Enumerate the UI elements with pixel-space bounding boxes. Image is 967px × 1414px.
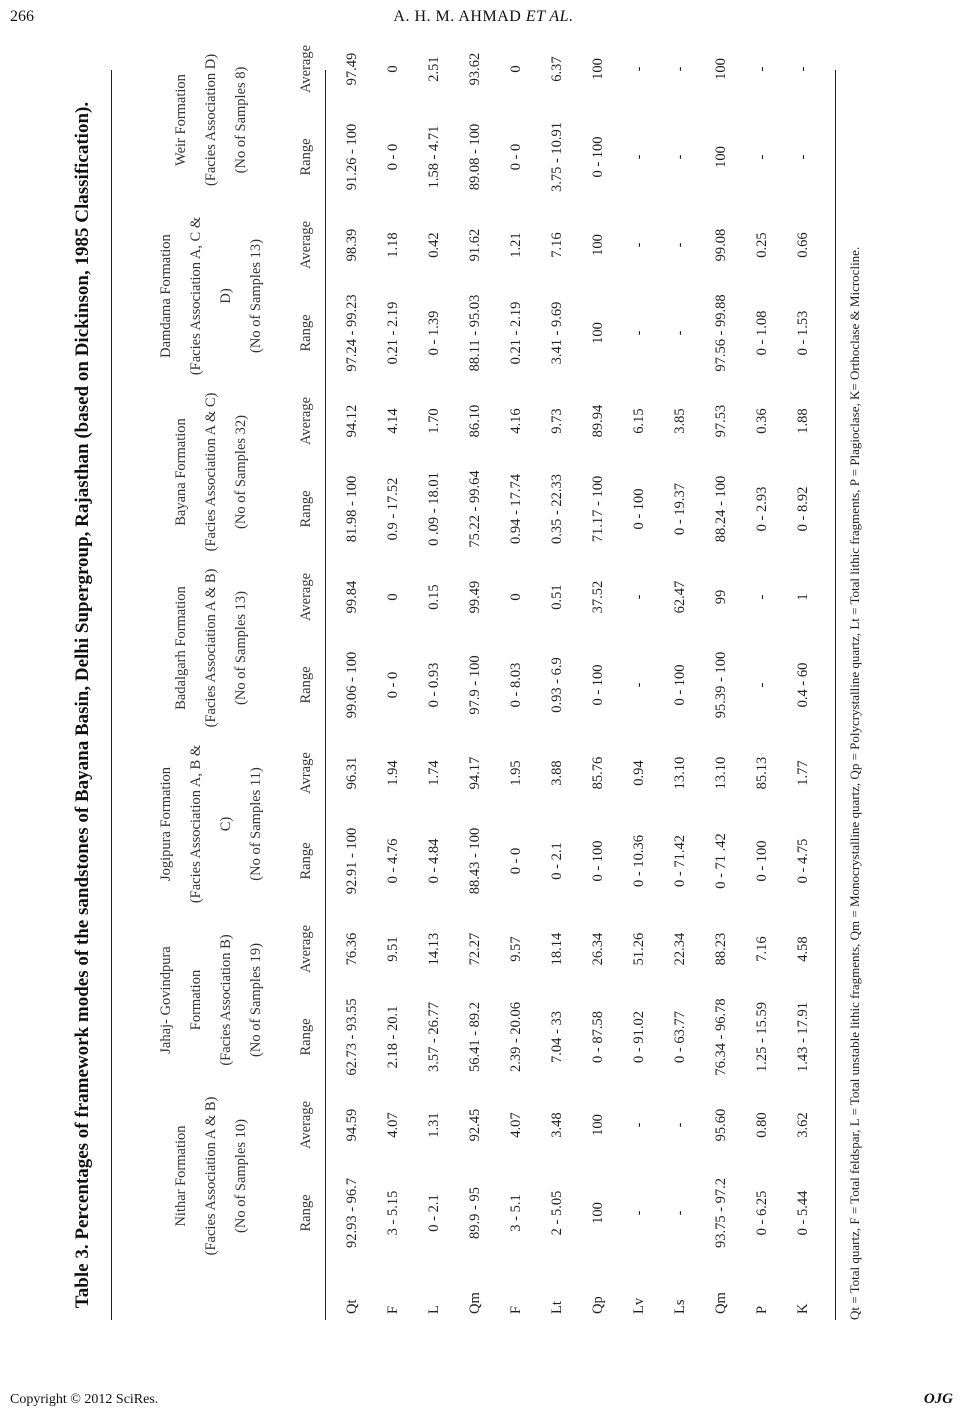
table-cell: 3.57 - 26.77: [426, 1001, 442, 1073]
row-label: F: [508, 1305, 524, 1314]
table-cell: 81.98 - 100: [344, 475, 360, 543]
table-cell: 0 - 2.1: [549, 842, 565, 880]
table-cell: 2.51: [426, 56, 442, 82]
table-row: [415, 56, 454, 1320]
column-subheader: Average: [298, 396, 314, 446]
table-cell: 7.16: [754, 936, 770, 962]
table-cell: 2 - 5.05: [549, 1190, 565, 1236]
table-row: [784, 66, 823, 1320]
table-cell: 76.34 - 96.78: [713, 998, 729, 1076]
table-cell: 99.84: [344, 580, 360, 614]
table-cell: 97.24 - 99.23: [344, 294, 360, 372]
row-label: L: [426, 1305, 442, 1314]
formation-header-line: Bayana Formation: [173, 418, 189, 526]
table-cell: 94.12: [344, 404, 360, 438]
table-cell: 72.27: [467, 932, 483, 966]
formation-header: [151, 202, 283, 390]
top-rule: [111, 70, 112, 1320]
formation-header-line: Formation: [188, 969, 204, 1031]
running-header: [0, 8, 967, 26]
table-cell: 51.26: [631, 932, 647, 966]
table-cell: 0 - 2.93: [754, 486, 770, 532]
table-cell: 26.34: [590, 932, 606, 966]
row-label: Lt: [549, 1301, 565, 1314]
table-row: [579, 58, 618, 1320]
table-cell: -: [754, 154, 770, 160]
table-cell: 0 - 1.39: [426, 310, 442, 356]
table-cell: 2.18 - 20.1: [385, 1005, 401, 1069]
table-cell: 88.43 - 100: [467, 827, 483, 895]
table-cell: -: [631, 1210, 647, 1216]
table-cell: 0 - 0: [508, 143, 524, 171]
table-cell: 100: [590, 58, 606, 80]
column-subheader: Avrage: [298, 752, 314, 794]
table-cell: 100: [713, 58, 729, 80]
table-cell: 100: [590, 322, 606, 344]
formation-header: [166, 1082, 298, 1270]
table-cell: 100: [713, 146, 729, 168]
table-cell: 89.08 - 100: [467, 123, 483, 191]
table-cell: 6.15: [631, 408, 647, 434]
row-label: Qt: [344, 1299, 360, 1314]
table-cell: 0.4 - 60: [795, 662, 811, 708]
table-cell: 76.36: [344, 932, 360, 966]
table-cell: 0 - 100: [590, 136, 606, 178]
table-cell: 13.10: [672, 756, 688, 790]
table-cell: 0 - 10.36: [631, 835, 647, 887]
table-row: [374, 65, 413, 1320]
table-cell: 1.58 - 4.71: [426, 125, 442, 189]
table-cell: 9.57: [508, 936, 524, 962]
table-cell: 3 - 5.15: [385, 1190, 401, 1236]
table-cell: 0: [385, 65, 401, 73]
table-cell: 85.76: [590, 756, 606, 790]
table-cell: -: [672, 1122, 688, 1128]
formation-header-line: Nithar Formation: [173, 1125, 189, 1227]
table-cell: 0 - 0: [385, 143, 401, 171]
table-cell: -: [672, 242, 688, 248]
table-cell: 92.45: [467, 1108, 483, 1142]
column-subheader: Average: [298, 572, 314, 622]
table-cell: 1: [795, 593, 811, 601]
formation-header-line: (Facies Association B): [218, 934, 234, 1066]
table-cell: 0 - 71 .42: [713, 833, 729, 889]
table-cell: 1.94: [385, 760, 401, 786]
formation-header-line: (No of Samples 32): [233, 415, 249, 529]
table-cell: 4.07: [508, 1112, 524, 1138]
table-row: [661, 66, 700, 1320]
table-cell: 93.62: [467, 52, 483, 86]
table-cell: 0.80: [754, 1112, 770, 1138]
table-cell: 0.21 - 2.19: [385, 301, 401, 365]
column-subheader: Range: [298, 314, 314, 352]
table-cell: 0.51: [549, 584, 565, 610]
table-cell: 97.53: [713, 404, 729, 438]
formation-header-line: Badalgarh Formation: [173, 586, 189, 710]
table-cell: 1.77: [795, 760, 811, 786]
formation-header-line: (No of Samples 8): [233, 66, 249, 174]
formation-header-line: Jahaj- Govindpura: [158, 946, 174, 1054]
table-cell: 98.39: [344, 228, 360, 262]
table-cell: 100: [590, 1114, 606, 1136]
row-label: Lv: [631, 1297, 647, 1314]
table-cell: 0.42: [426, 232, 442, 258]
table-cell: 100: [590, 1202, 606, 1224]
table-cell: 97.56 - 99.88: [713, 294, 729, 372]
table-cell: 88.11 - 95.03: [467, 294, 483, 372]
table-cell: -: [631, 594, 647, 600]
table-cell: 0 - 4.76: [385, 838, 401, 884]
table-cell: 0 - 0: [385, 671, 401, 699]
table-cell: 88.23: [713, 932, 729, 966]
rotated-table: [65, 44, 885, 1355]
table-cell: 1.31: [426, 1112, 442, 1138]
table-cell: 0 - 8.92: [795, 486, 811, 532]
page-number: 266: [10, 8, 34, 25]
table-cell: 4.58: [795, 936, 811, 962]
table-cell: -: [631, 682, 647, 688]
table-cell: -: [631, 242, 647, 248]
table-cell: 0 - 100: [672, 664, 688, 706]
table-cell: 1.70: [426, 408, 442, 434]
formation-header-line: (Facies Association A & B): [203, 568, 219, 728]
column-subheader: Average: [298, 220, 314, 270]
formation-header-line: Jogipura Formation: [158, 767, 174, 881]
table-cell: 0 - 87.58: [590, 1011, 606, 1063]
column-subheader: Range: [298, 1018, 314, 1056]
table-footnote: Qt = Total quartz, F = Total feldspar, L = Total unstable lithic fragments, Qm = Monocrystalline quartz, Qp = Polycrystalline quartz, Lt = Total lithic fragments, P = Plagioclase, K= Orthoclase & Microcline.: [847, 246, 862, 1320]
table-cell: 62.73 - 93.55: [344, 998, 360, 1076]
table-cell: 75.22 - 99.64: [467, 470, 483, 548]
table-cell: 3.62: [795, 1112, 811, 1138]
table-cell: 99.06 - 100: [344, 651, 360, 719]
table-cell: 4.07: [385, 1112, 401, 1138]
table-cell: -: [672, 330, 688, 336]
table-cell: 7.04 - 33: [549, 1011, 565, 1063]
table-cell: 0 - 4.84: [426, 838, 442, 884]
table-cell: 0 - 100: [631, 488, 647, 530]
table-cell: 0.66: [795, 232, 811, 258]
table-cell: 0 - 1.08: [754, 310, 770, 356]
table-cell: -: [672, 66, 688, 72]
running-header-etal: ET AL.: [525, 8, 574, 25]
table-cell: 0 - 71.42: [672, 835, 688, 887]
row-label: Qm: [713, 1292, 729, 1314]
table-cell: 1.25 - 15.59: [754, 1001, 770, 1073]
table-cell: 0 - 6.25: [754, 1190, 770, 1236]
table-cell: 14.13: [426, 932, 442, 966]
table-row: [497, 65, 536, 1320]
table-cell: -: [754, 682, 770, 688]
row-label: Qp: [590, 1296, 606, 1314]
table-cell: 3.75 - 10.91: [549, 121, 565, 193]
table-cell: 3.88: [549, 760, 565, 786]
formation-header: [166, 554, 298, 742]
table-cell: -: [795, 66, 811, 72]
table-cell: 92.93 - 96.7: [344, 1177, 360, 1249]
table-cell: 0 - 100: [590, 664, 606, 706]
table-cell: 3.85: [672, 408, 688, 434]
table-cell: 3.41 - 9.69: [549, 301, 565, 365]
table-cell: 0 - 91.02: [631, 1011, 647, 1063]
table-cell: -: [631, 66, 647, 72]
table-cell: 95.39 - 100: [713, 651, 729, 719]
formation-header-line: (No of Samples 11): [248, 767, 264, 881]
table-cell: 0 - 0.93: [426, 662, 442, 708]
table-cell: 0 - 2.1: [426, 1194, 442, 1232]
running-header-authors: A. H. M. AHMAD: [393, 8, 522, 25]
copyright: Copyright © 2012 SciRes.: [10, 1392, 159, 1407]
row-label: Qm: [467, 1292, 483, 1314]
bottom-rule: [835, 70, 836, 1320]
formation-header-line: (No of Samples 13): [233, 591, 249, 705]
table-cell: -: [631, 1122, 647, 1128]
table-cell: -: [795, 154, 811, 160]
table-row: [702, 58, 741, 1320]
table-cell: -: [672, 1210, 688, 1216]
table-cell: 88.24 - 100: [713, 475, 729, 543]
table-cell: 62.47: [672, 580, 688, 614]
table-cell: 0.25: [754, 232, 770, 258]
table-cell: 22.34: [672, 932, 688, 966]
table-cell: 0.93 - 6.9: [549, 657, 565, 713]
table-row: [743, 66, 782, 1320]
table-cell: 0 - 100: [590, 840, 606, 882]
table-cell: 93.75 - 97.2: [713, 1177, 729, 1249]
formation-header: [166, 26, 298, 214]
table-cell: 4.16: [508, 408, 524, 434]
table-cell: 3.48: [549, 1112, 565, 1138]
column-subheader: Range: [298, 490, 314, 528]
formation-header: [151, 906, 283, 1094]
table-cell: 1.21: [508, 232, 524, 258]
table-cell: 0 .09 - 18.01: [426, 472, 442, 546]
table-cell: 18.14: [549, 932, 565, 966]
table-cell: 3 - 5.1: [508, 1194, 524, 1232]
column-subheader: Range: [298, 842, 314, 880]
table-cell: -: [631, 154, 647, 160]
table-cell: -: [754, 66, 770, 72]
table-cell: 99: [713, 589, 729, 605]
formation-header-line: (No of Samples 10): [233, 1119, 249, 1233]
table-cell: 95.60: [713, 1108, 729, 1142]
table-row: [538, 56, 577, 1320]
formation-header-line: (No of Samples 19): [248, 943, 264, 1057]
table-cell: 91.26 - 100: [344, 123, 360, 191]
table-cell: 56.41 - 89.2: [467, 1001, 483, 1073]
table-cell: 0.94: [631, 760, 647, 786]
formation-header-line: (Facies Association A & C): [203, 392, 219, 552]
formation-header-line: D): [218, 288, 234, 304]
table-cell: 89.94: [590, 404, 606, 438]
table-cell: -: [754, 594, 770, 600]
table-cell: 1.74: [426, 760, 442, 786]
column-subheader: Average: [298, 924, 314, 974]
table-cell: 1.18: [385, 232, 401, 258]
table-cell: 0 - 63.77: [672, 1011, 688, 1063]
column-subheader: Range: [298, 138, 314, 176]
formation-header-line: (No of Samples 13): [248, 239, 264, 353]
formation-header-line: (Facies Association D): [203, 53, 219, 187]
table-cell: 96.31: [344, 756, 360, 790]
table-cell: -: [672, 154, 688, 160]
formation-header: [151, 730, 283, 918]
table-cell: 71.17 - 100: [590, 475, 606, 543]
row-label: F: [385, 1305, 401, 1314]
table-cell: 7.16: [549, 232, 565, 258]
table-cell: 0.35 - 22.33: [549, 473, 565, 545]
table-cell: 91.62: [467, 228, 483, 262]
table-title: Table 3. Percentages of framework modes of the sandstones of Bayana Basin, Delhi Supergroup, Rajasthan (based on Dickinson, 1985 Classification).: [72, 101, 93, 1309]
table-cell: 6.37: [549, 56, 565, 82]
table-cell: 94.59: [344, 1108, 360, 1142]
table-cell: 13.10: [713, 756, 729, 790]
column-subheader: Range: [298, 1194, 314, 1232]
table-cell: 0 - 4.75: [795, 838, 811, 884]
table-cell: 89.9 - 95: [467, 1187, 483, 1239]
table-cell: 1.43 - 17.91: [795, 1001, 811, 1073]
table-cell: 0: [508, 593, 524, 601]
table-cell: 0.21 - 2.19: [508, 301, 524, 365]
table-row: [620, 66, 659, 1320]
table-cell: 2.39 - 20.06: [508, 1001, 524, 1073]
table-cell: 0 - 100: [754, 840, 770, 882]
table-cell: 0 - 1.53: [795, 310, 811, 356]
formation-header: [166, 378, 298, 566]
formation-header-line: (Facies Association A, C &: [188, 216, 204, 376]
table-cell: 0: [385, 593, 401, 601]
table-cell: 0 - 8.03: [508, 662, 524, 708]
formation-header-line: Weir Formation: [173, 74, 189, 166]
column-subheader: Average: [298, 44, 314, 94]
table-cell: 9.73: [549, 408, 565, 434]
table-cell: 92.91 - 100: [344, 827, 360, 895]
table-cell: 37.52: [590, 580, 606, 614]
table-cell: 0 - 19.37: [672, 483, 688, 535]
table-cell: 97.49: [344, 52, 360, 86]
table-cell: 86.10: [467, 404, 483, 438]
table-cell: 9.51: [385, 936, 401, 962]
table-cell: 1.95: [508, 760, 524, 786]
table-row: [333, 52, 372, 1320]
table-cell: 85.13: [754, 756, 770, 790]
row-label: Ls: [672, 1299, 688, 1314]
table-cell: 97.9 - 100: [467, 655, 483, 715]
table-cell: 4.14: [385, 408, 401, 434]
formation-header-line: (Facies Association A, B &: [188, 744, 204, 904]
column-subheader: Average: [298, 1100, 314, 1150]
formation-header-line: Damdama Formation: [158, 234, 174, 358]
table-cell: 0.36: [754, 408, 770, 434]
table-cell: 0.15: [426, 584, 442, 610]
table-cell: 0.9 - 17.52: [385, 477, 401, 541]
formation-header-line: C): [218, 816, 234, 832]
table-cell: 0.94 - 17.74: [508, 473, 524, 545]
journal-abbrev: OJG: [923, 1391, 953, 1407]
table-cell: 1.88: [795, 408, 811, 434]
table-cell: 0 - 0: [508, 847, 524, 875]
formation-header-line: (Facies Association A & B): [203, 1096, 219, 1256]
table-cell: 99.49: [467, 580, 483, 614]
table-cell: 100: [590, 234, 606, 256]
row-label: P: [754, 1305, 770, 1314]
table-cell: 0 - 5.44: [795, 1190, 811, 1236]
table-row: [456, 52, 495, 1320]
table-cell: 99.08: [713, 228, 729, 262]
table-cell: 94.17: [467, 756, 483, 790]
column-subheader: Range: [298, 666, 314, 704]
table-cell: -: [631, 330, 647, 336]
table-cell: 0: [508, 65, 524, 73]
row-label: K: [795, 1303, 811, 1314]
header-rule: [325, 70, 326, 1320]
